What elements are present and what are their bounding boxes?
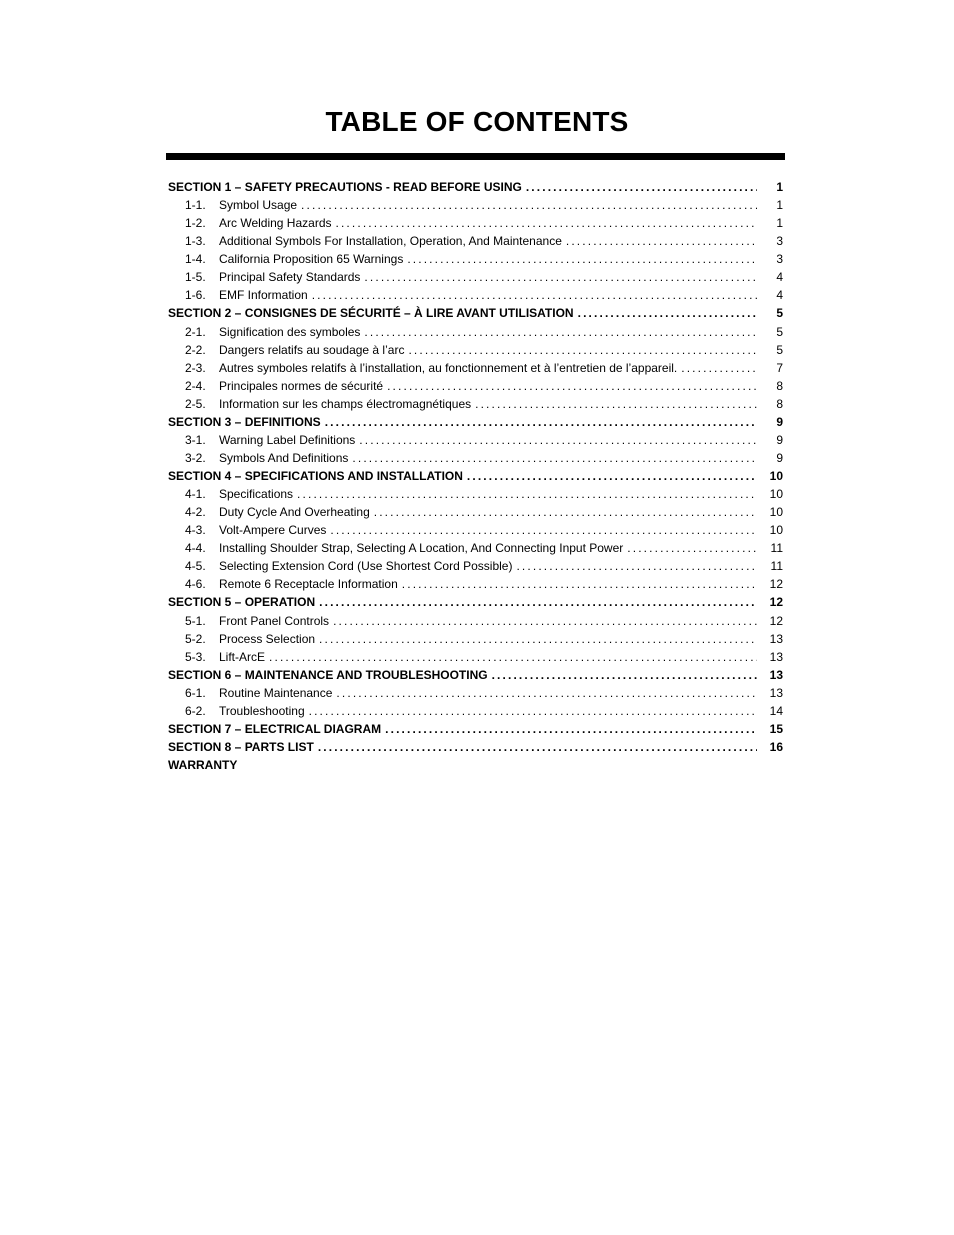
page-number: 5 bbox=[776, 306, 783, 321]
toc-subsection-entry[interactable] bbox=[168, 614, 783, 632]
page-number: 9 bbox=[776, 450, 783, 465]
dot-leader bbox=[387, 379, 757, 393]
page-number: 11 bbox=[770, 559, 783, 574]
page-number: 5 bbox=[776, 342, 783, 357]
entry-number: 2-4. bbox=[185, 378, 206, 393]
toc-subsection-entry[interactable] bbox=[168, 451, 783, 469]
page-number: 13 bbox=[769, 667, 783, 682]
entry-title: Signification des symboles bbox=[219, 324, 361, 339]
toc-subsection-entry[interactable] bbox=[168, 523, 783, 541]
entry-title: Autres symboles relatifs à l’installation, au fonctionnement et à l’entretien de l’appareil. bbox=[219, 360, 678, 375]
entry-title: Symbols And Definitions bbox=[219, 450, 349, 465]
entry-number: 6-2. bbox=[185, 703, 206, 718]
entry-title: Dangers relatifs au soudage à l’arc bbox=[219, 342, 405, 357]
page-number: 3 bbox=[776, 252, 783, 267]
page-number: 12 bbox=[769, 577, 783, 592]
entry-number: 5-1. bbox=[185, 613, 206, 628]
entry-number: 3-1. bbox=[185, 432, 206, 447]
dot-leader bbox=[492, 668, 757, 682]
page-number: 9 bbox=[776, 432, 783, 447]
entry-number: 2-1. bbox=[185, 324, 206, 339]
dot-leader bbox=[333, 614, 757, 628]
entry-title: Volt-Ampere Curves bbox=[219, 523, 327, 538]
entry-title: SECTION 4 – SPECIFICATIONS AND INSTALLATION bbox=[168, 469, 463, 483]
entry-title: Remote 6 Receptacle Information bbox=[219, 577, 398, 592]
page-number: 8 bbox=[776, 396, 783, 411]
page-title: TABLE OF CONTENTS bbox=[325, 106, 629, 137]
dot-leader bbox=[301, 198, 757, 212]
dot-leader bbox=[402, 577, 757, 591]
entry-title: Warning Label Definitions bbox=[219, 432, 356, 447]
toc-section-entry[interactable] bbox=[168, 415, 783, 433]
page-number: 12 bbox=[769, 613, 783, 628]
dot-leader bbox=[467, 469, 757, 483]
page-number: 5 bbox=[776, 324, 783, 339]
toc-section-entry[interactable] bbox=[168, 180, 783, 198]
dot-leader bbox=[319, 595, 757, 609]
page-number: 1 bbox=[776, 198, 783, 213]
dot-leader bbox=[578, 306, 757, 320]
toc-subsection-entry[interactable] bbox=[168, 379, 783, 397]
page-number: 10 bbox=[769, 523, 783, 538]
toc-subsection-entry[interactable] bbox=[168, 559, 783, 577]
entry-number: 2-5. bbox=[185, 396, 206, 411]
toc-subsection-entry[interactable] bbox=[168, 234, 783, 252]
page-number: 13 bbox=[769, 685, 783, 700]
entry-number: 4-3. bbox=[185, 523, 206, 538]
entry-title: Process Selection bbox=[219, 631, 316, 646]
page-number: 4 bbox=[776, 288, 783, 303]
table-of-contents bbox=[168, 180, 783, 776]
page-number: 8 bbox=[776, 378, 783, 393]
dot-leader bbox=[385, 722, 757, 736]
dot-leader bbox=[309, 704, 757, 718]
toc-section-entry[interactable] bbox=[168, 469, 783, 487]
page-number: 10 bbox=[769, 469, 783, 483]
toc-subsection-entry[interactable] bbox=[168, 632, 783, 650]
dot-leader bbox=[566, 234, 757, 248]
toc-subsection-entry[interactable] bbox=[168, 541, 783, 559]
dot-leader bbox=[681, 361, 757, 375]
dot-leader bbox=[325, 415, 757, 429]
toc-section-entry[interactable] bbox=[168, 595, 783, 613]
entry-number: 5-3. bbox=[185, 649, 206, 664]
entry-title: Duty Cycle And Overheating bbox=[219, 505, 370, 520]
dot-leader bbox=[374, 505, 757, 519]
page-number: 1 bbox=[776, 180, 783, 194]
entry-number: 4-5. bbox=[185, 559, 206, 574]
entry-title: Routine Maintenance bbox=[219, 685, 333, 700]
dot-leader bbox=[318, 740, 757, 754]
dot-leader bbox=[364, 270, 757, 284]
entry-title: Specifications bbox=[219, 487, 294, 502]
entry-number: 6-1. bbox=[185, 685, 206, 700]
toc-section-entry[interactable] bbox=[168, 758, 783, 776]
page-number: 13 bbox=[769, 649, 783, 664]
dot-leader bbox=[336, 686, 757, 700]
entry-number: 2-2. bbox=[185, 342, 206, 357]
entry-number: 1-5. bbox=[185, 270, 206, 285]
entry-number: 4-1. bbox=[185, 487, 206, 502]
entry-title: California Proposition 65 Warnings bbox=[219, 252, 404, 267]
entry-title: SECTION 2 – CONSIGNES DE SÉCURITÉ – À LIRE AVANT UTILISATION bbox=[168, 306, 574, 321]
page-number: 9 bbox=[776, 414, 783, 429]
entry-number: 2-3. bbox=[185, 360, 206, 375]
dot-leader bbox=[475, 397, 757, 411]
entry-title: Front Panel Controls bbox=[219, 613, 330, 628]
entry-title: SECTION 6 – MAINTENANCE AND TROUBLESHOOTING bbox=[168, 667, 488, 682]
toc-subsection-entry[interactable] bbox=[168, 397, 783, 415]
page-number: 16 bbox=[769, 739, 783, 754]
page-number: 13 bbox=[769, 631, 783, 646]
entry-title: Additional Symbols For Installation, Operation, And Maintenance bbox=[219, 234, 562, 249]
toc-section-entry[interactable] bbox=[168, 668, 783, 686]
dot-leader bbox=[364, 325, 757, 339]
entry-title: SECTION 1 – SAFETY PRECAUTIONS - READ BEFORE USING bbox=[168, 180, 522, 194]
entry-title: SECTION 3 – DEFINITIONS bbox=[168, 414, 321, 429]
dot-leader bbox=[516, 559, 757, 573]
entry-title: Principales normes de sécurité bbox=[219, 378, 384, 393]
toc-subsection-entry[interactable] bbox=[168, 686, 783, 704]
dot-leader bbox=[408, 343, 757, 357]
dot-leader bbox=[319, 632, 757, 646]
entry-number: 4-6. bbox=[185, 577, 206, 592]
toc-subsection-entry[interactable] bbox=[168, 252, 783, 270]
toc-subsection-entry[interactable] bbox=[168, 361, 783, 379]
entry-title: Installing Shoulder Strap, Selecting A Location, And Connecting Input Power bbox=[219, 541, 624, 556]
entry-number: 5-2. bbox=[185, 631, 206, 646]
toc-subsection-entry[interactable] bbox=[168, 577, 783, 595]
dot-leader bbox=[269, 650, 757, 664]
entry-title: Information sur les champs électromagnétiques bbox=[219, 396, 472, 411]
dot-leader bbox=[297, 487, 757, 501]
dot-leader bbox=[407, 252, 757, 266]
page-number: 3 bbox=[776, 234, 783, 249]
dot-leader bbox=[352, 451, 757, 465]
entry-number: 4-2. bbox=[185, 505, 206, 520]
entry-title: WARRANTY bbox=[168, 758, 238, 772]
dot-leader bbox=[627, 541, 757, 555]
title-rule bbox=[166, 153, 785, 160]
entry-title: Lift-ArcE bbox=[219, 649, 266, 664]
toc-subsection-entry[interactable] bbox=[168, 650, 783, 668]
entry-title: Arc Welding Hazards bbox=[219, 216, 332, 231]
dot-leader bbox=[312, 288, 757, 302]
toc-subsection-entry[interactable] bbox=[168, 505, 783, 523]
toc-section-entry[interactable] bbox=[168, 306, 783, 324]
page-number: 10 bbox=[769, 505, 783, 520]
toc-section-entry[interactable] bbox=[168, 740, 783, 758]
entry-title: EMF Information bbox=[219, 288, 308, 303]
entry-number: 1-4. bbox=[185, 252, 206, 267]
dot-leader bbox=[526, 180, 757, 194]
entry-title: SECTION 8 – PARTS LIST bbox=[168, 739, 314, 754]
entry-title: SECTION 7 – ELECTRICAL DIAGRAM bbox=[168, 721, 382, 736]
toc-subsection-entry[interactable] bbox=[168, 433, 783, 451]
toc-subsection-entry[interactable] bbox=[168, 487, 783, 505]
toc-subsection-entry[interactable] bbox=[168, 288, 783, 306]
entry-title: Principal Safety Standards bbox=[219, 270, 361, 285]
entry-title: SECTION 5 – OPERATION bbox=[168, 595, 316, 610]
page-number: 7 bbox=[776, 360, 783, 375]
page-number: 10 bbox=[769, 487, 783, 502]
toc-subsection-entry[interactable] bbox=[168, 704, 783, 722]
entry-number: 3-2. bbox=[185, 450, 206, 465]
dot-leader bbox=[336, 216, 758, 230]
entry-title: Troubleshooting bbox=[219, 703, 305, 718]
toc-subsection-entry[interactable] bbox=[168, 270, 783, 288]
toc-section-entry[interactable] bbox=[168, 722, 783, 740]
dot-leader bbox=[330, 523, 757, 537]
page-number: 15 bbox=[769, 721, 783, 736]
page-number: 4 bbox=[776, 270, 783, 285]
page-number: 14 bbox=[769, 703, 783, 718]
toc-subsection-entry[interactable] bbox=[168, 343, 783, 361]
entry-number: 1-1. bbox=[185, 198, 206, 213]
toc-subsection-entry[interactable] bbox=[168, 325, 783, 343]
entry-title: Selecting Extension Cord (Use Shortest Cord Possible) bbox=[219, 559, 513, 574]
dot-leader bbox=[359, 433, 757, 447]
page-number: 1 bbox=[776, 216, 783, 231]
entry-title: Symbol Usage bbox=[219, 198, 298, 213]
entry-number: 1-2. bbox=[185, 216, 206, 231]
entry-number: 1-6. bbox=[185, 288, 206, 303]
toc-subsection-entry[interactable] bbox=[168, 198, 783, 216]
page-number: 11 bbox=[770, 541, 783, 556]
entry-number: 4-4. bbox=[185, 541, 206, 556]
toc-subsection-entry[interactable] bbox=[168, 216, 783, 234]
entry-number: 1-3. bbox=[185, 234, 206, 249]
page-number: 12 bbox=[769, 595, 783, 610]
